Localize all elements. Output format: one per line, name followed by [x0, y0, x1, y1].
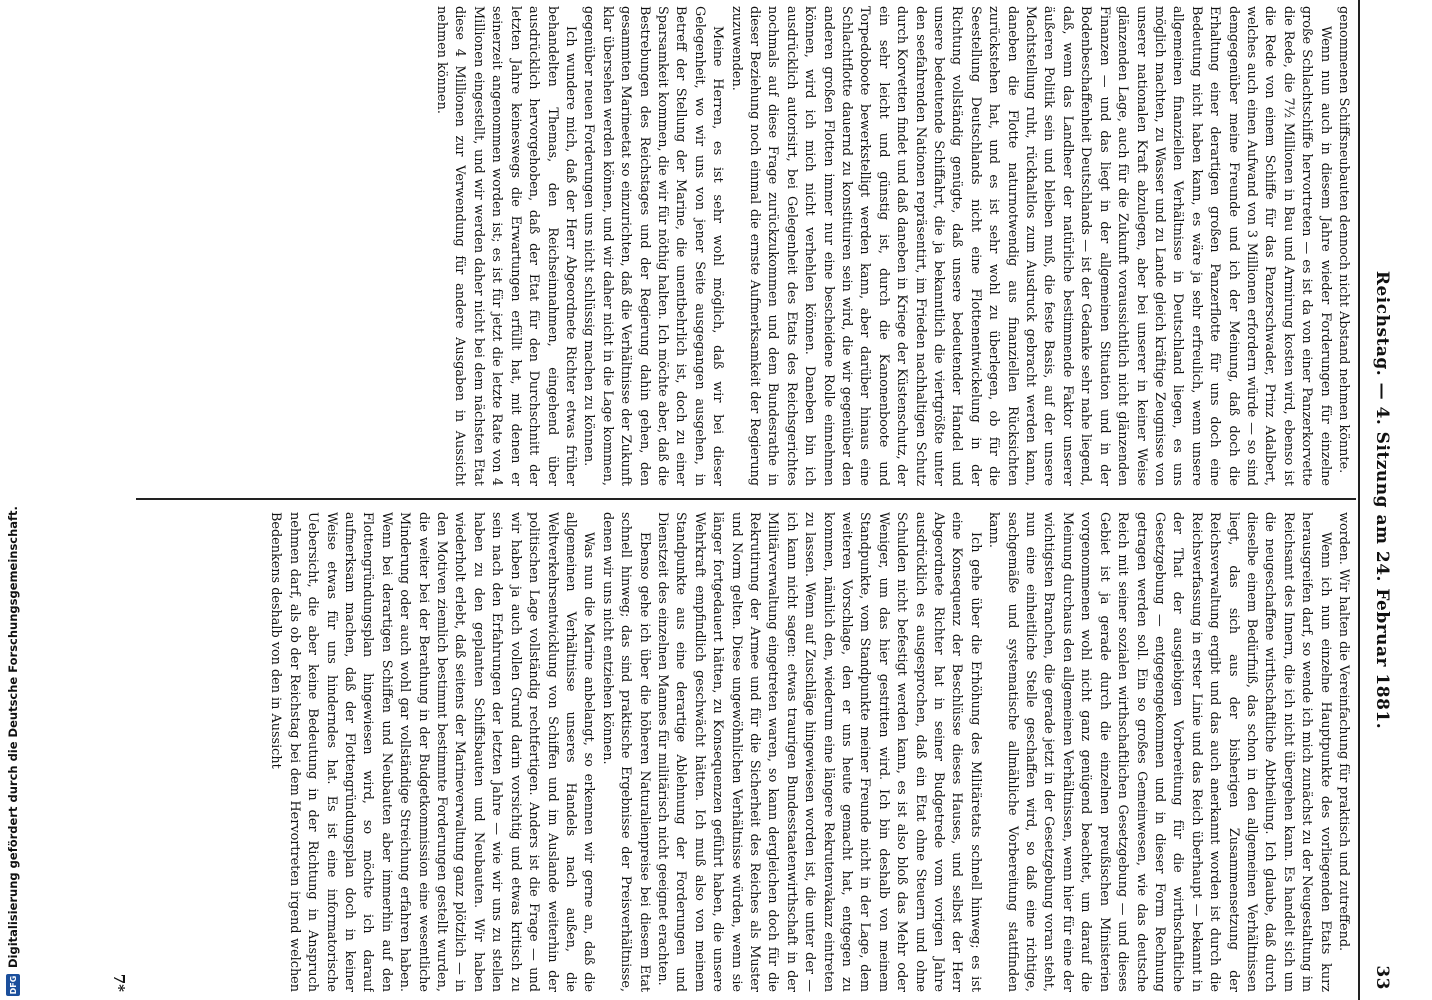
- document-page: [110, 0, 1400, 1000]
- header-rule: [1358, 0, 1360, 1000]
- credit-text: Digitalisierung gefördert durch die Deutsche Forschungsgemeinschaft.: [6, 506, 20, 968]
- dfg-logo-icon: DFG: [6, 974, 20, 996]
- paragraph: genommenen Schiffsneubauten dennoch nicht Abstand nehmen könnte.: [1336, 6, 1351, 474]
- page-header: [1368, 0, 1392, 1000]
- right-column: [122, 512, 1352, 992]
- paragraph: Meine Herren, es ist sehr wohl möglich, daß wir bei dieser Gelegenheit, wo wir uns von jener Seite ausgegangen ausgehen, in Betreff der Stellung der Marine, die unentbehrlich ist, doch zu einer Sparsamkeit kommen, die wir für nöthig halten. Ich möchte aber, daß die Bestrebungen des Reichstages und der Regierung dahin gehen, den gesammten Marineetat so einzurichten, daß die Verhältnisse der Zukunft klar übersehen werden können, und wir daher nicht in die Lage kommen, gegenüber neuen Forderungen uns nicht schlüssig machen zu können.: [581, 6, 726, 486]
- paragraph: Was nun die Marine anbelangt, so erkennen wir gerne an, daß die allgemeinen Verhältnisse unseres Handels nach außen, die Weltverkehrsentwicklung von Schiffen und im Auslande weiterhin der politischen Lage vollständig rechtfertigen. Anders ist die Frage — und wir haben ja auch vollen Grund darin vorsichtig und etwas kritisch zu sein nach den Erfahrungen der letzten Jahre — wie wir uns zu stellen haben zu den geplanten Schiffsbauten und Neubauten. Wir haben wiederholt erlebt, daß seitens der Marineverwaltung ganz plötzlich — in den Motiven ziemlich bestimmt bestimmte Forderungen gestellt wurden, die weiter bei der Berathung in der Budgetkommission eine wesentliche Minderung oder auch wohl gar vollständige Streichung erfahren haben. Wenn bei derartigen Schiffen und Neubauten aber immerhin auf den Flottengründungsplan hingewiesen wird, so möchte ich darauf aufmerksam machen, daß der Flottengründungsplan doch in keiner Weise etwas für uns hinderndes hat. Es ist eine informatorische Uebersicht, die aber keine Bedeutung in der Richtung in Anspruch nehmen darf, als ob der Reichstag bei dem Hervortreten irgend welchen Bedenkens deshalb von den in Aussicht: [268, 512, 597, 992]
- paragraph: Ich wundere mich, daß der Herr Abgeordnete Richter etwas früher behandelten Themas, den Reichseinnahmen, eingehend über ausdrücklich hervorgehoben, daß der Etat für den Durchschnitt der letzten Jahre keineswegs die Erwartungen erfüllt hat, mit denen er seinerzeit angenommen worden ist; es ist für jetzt die letzte Rate von 4 Millionen eingestellt, und wir werden daher nicht bei dem nächsten Etat diese 4 Millionen zur Verwendung für andere Ausgaben in Aussicht nehmen können.: [434, 6, 578, 486]
- paragraph: Ich gehe über die Erhöhung des Militäretats schnell hinweg; es ist eine Konsequenz der Beschlüsse dieses Hauses, und selbst der Herr Abgeordnete Richter hat in seiner Budgetrede vom vorigen Jahre ausdrücklich es ausgesprochen, daß ein Etat ohne Steuern und ohne Schulden nicht befestigt werden kann, es ist also bloß das Mehr oder Weniger, um das hier gestritten wird. Ich bin deshalb von meinem Standpunkte, vom Standpunkte meiner Freunde nicht in der Lage, dem weiteren Vorschlage, den er uns heute gemacht hat, entgegen zu kommen, nämlich den, wiederum eine längere Rekrutenvakanz eintreten zu lassen. Wenn auf Zuschläge hingewiesen worden ist, die unter der — ich kann nicht sagen: etwas traurigen Bundesstaatenwirthschaft in der Militärverwaltung eingetreten waren, so kann dergleichen doch für die Rekrutirung der Armee und für die Sicherheit des Reiches als Muster und Norm gelten. Diese ungewöhnlichen Verhältnisse würden, wenn sie länger fortgedauert hätten, zu Konsequenzen geführt haben, die unsere Wehrkraft empfindlich geschwächt hätten. Ich muß also von meinem Standpunkte aus eine derartige Ablehnung der Forderungen und Dienstzeit des einzelnen Mannes für militärisch nicht geeignet erachten.: [654, 512, 983, 992]
- left-column: [122, 6, 1352, 486]
- column-divider: [136, 498, 1356, 500]
- page-number: 33: [1372, 965, 1392, 990]
- signature-mark: 7*: [110, 973, 128, 992]
- digitization-credit: [2, 0, 24, 1000]
- page-title: Reichstag. — 4. Sitzung am 24. Februar 1881.: [1372, 270, 1392, 730]
- paragraph: Ebenso gehe ich über die höheren Naturalienpreise bei diesem Etat schnell hinweg; das sind praktische Ergebnisse der Preisverhältnisse, denen wir uns nicht entziehen können.: [599, 512, 652, 992]
- paragraph: Wenn ich nun einzelne Hauptpunkte des vorliegenden Etats kurz herausgreifen darf, so wende ich mich zunächst zu der Neugestaltung im Reichsamt des Innern, die ich nicht übergehen kann. Es handelt sich um die neugeschaffene wirthschaftliche Abtheilung. Ich glaube, daß durch dieselbe einem Bedürfniß, das schon in den allgemeinen Verhältnissen liegt, das sich aus der bisherigen Zusammensetzung der Reichsverwaltung ergibt und das auch anerkannt worden ist durch die Reichsverfassung in erster Linie und das Reich überhaupt — bekannt in der That der ausgiebigen Vorbereitung für die wirthschaftliche Gesetzgebung — entgegengekommen und in dieser Form Rechnung getragen werden soll. Ein so großes Gemeinwesen, wie das deutsche Reich mit seiner sozialen wirthschaftlichen Gesetzgebung — und dieses Gebiet ist ja gerade durch die einzelnen preußischen Ministerien vorgenommenen wohl nicht ganz genügend beachtet, um darauf die Meinung durchaus den allgemeinen Verhältnissen, wenn hier für eine der wichtigsten Branchen, die gerade jetzt in der Gesetzgebung voran steht, nun eine einheitliche Stelle geschaffen wird, so daß eine richtige, sachgemäße und systematische allmähliche Vorbereitung stattfinden kann.: [986, 512, 1333, 992]
- paragraph: Wenn nun auch in diesem Jahre wieder Forderungen für einzelne große Schlachtschiffe hervortreten — es ist da von einer Panzerkorvette die Rede, die 7½ Millionen in Bau und Armirung kosten wird, ebenso ist die Rede von einem Schiffe für das Panzerschwader, Prinz Adalbert, welches auch einen Aufwand von 3 Millionen erfordern würde — so sind demgegenüber meine Freunde und ich der Meinung, daß doch die Erhaltung einer derartigen großen Panzerflotte für uns doch eine Bedeutung nicht haben kann, es wäre ja sehr erfreulich, wenn unsere allgemeinen finanziellen Verhältnisse in Deutschland liegen, es uns möglich machten, zu Wasser und zu Lande gleich kräftige Zeugnisse von unserer nationalen Kraft abzulegen, aber bei unserer in keiner Weise glänzenden Lage, auch für die Zukunft voraussichtlich nicht glänzenden Finanzen — und das liegt in der allgemeinen Situation und in der Bodenbeschaffenheit Deutschlands — ist der Gedanke sehr nahe liegend, daß, wenn das Landheer der natürliche bestimmende Faktor unserer äußeren Politik sein und bleiben muß, die feste Basis, auf der unsere Machtstellung ruht, rückhaltlos zum Ausdruck gebracht werden kann, daneben die Flotte naturnotwendig aus finanziellen Rücksichten zurückstehen hat, und es ist sehr wohl zu überlegen, ob für die Seestellung Deutschlands nicht eine Flottenentwickelung in der Richtung vollständig genügte, daß unsere bedeutender Handel und unsere bedeutende Schiffahrt, die ja bekanntlich die viertgrößte unter den seefahrenden Nationen repräsentirt, im Frieden nachhaltigen Schutz durch Korvetten findet und daß daneben in Kriege der Küstenschutz, der ein sehr leicht und günstig ist, durch die Kanonenboote und Torpedoboote bewerkstelligt werden kann, aber darüber hinaus eine Schlachtflotte dauernd zu konstituiren sein wird, die wir gegenüber den anderen großen Flotten immer nur eine bescheidene Rolle einnehmen können, wird ich mich nicht verhehlen können. Daneben bin ich ausdrücklich autorisirt, bei Gelegenheit des Etats des Reichsgerichtes nochmals auf diese Frage zurückzukommen und dem Bundesrathe in dieser Beziehung noch einmal die ernste Aufmerksamkeit der Regierung zuzuwenden.: [728, 6, 1333, 486]
- paragraph: worden. Wir halten die Vereinfachung für praktisch und zutreffend.: [1336, 512, 1351, 952]
